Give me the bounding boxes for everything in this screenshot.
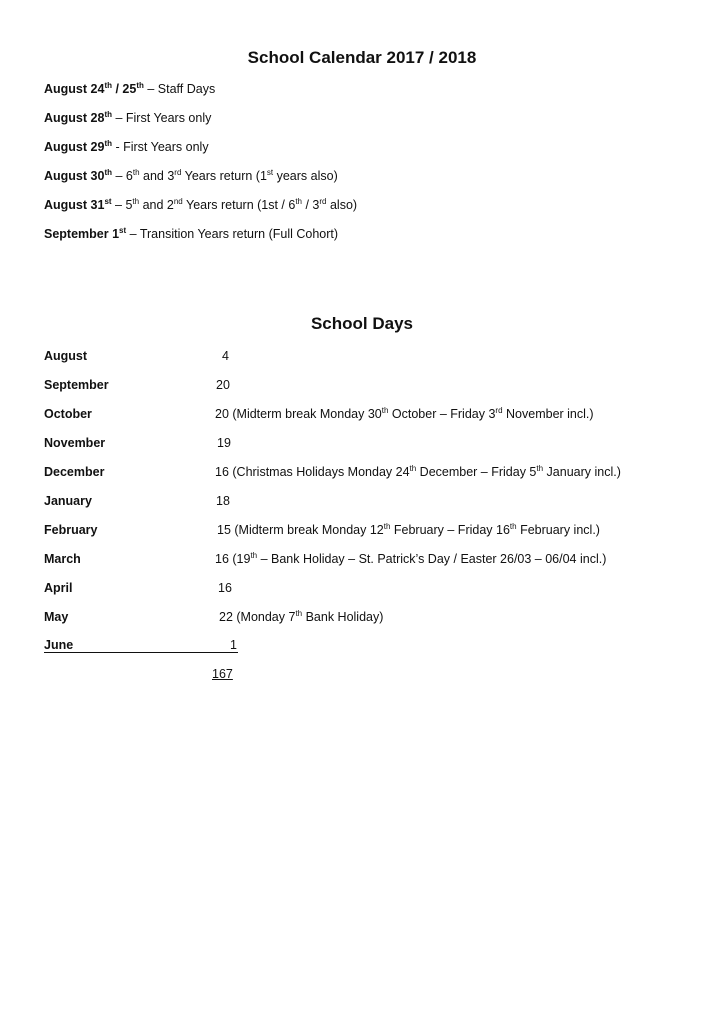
june-underline xyxy=(44,652,238,653)
page-title: School Calendar 2017 / 2018 xyxy=(247,48,477,67)
total-days: 167 xyxy=(212,667,233,681)
first-years-line-1: August 28th – First Years only xyxy=(44,109,212,125)
school-days-title: School Days xyxy=(310,314,414,333)
staff-days-line: August 24th / 25th – Staff Days xyxy=(44,80,216,96)
sixth-third-years-line: August 30th – 6th and 3rd Years return (1st years also) xyxy=(44,167,338,183)
transition-years-line: September 1st – Transition Years return (Full Cohort) xyxy=(44,225,339,241)
first-years-line-2: August 29th - First Years only xyxy=(44,138,209,154)
fifth-second-years-line: August 31st – 5th and 2nd Years return (1st / 6th / 3rd also) xyxy=(44,196,358,212)
